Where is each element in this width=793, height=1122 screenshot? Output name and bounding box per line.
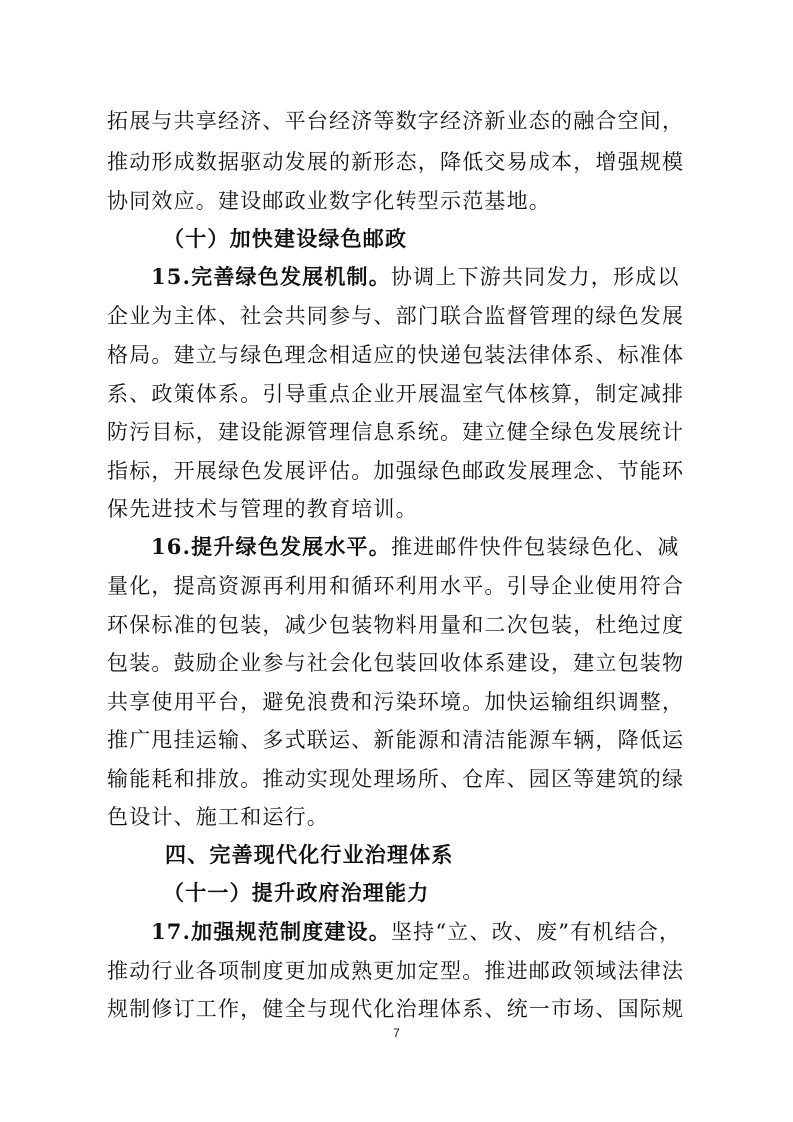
item-title: 提升绿色发展水平。 bbox=[191, 534, 391, 559]
item-text: 坚持“立、改、废”有机结合， bbox=[390, 920, 682, 944]
page-number: 7 bbox=[393, 1026, 400, 1040]
item-number: 15. bbox=[151, 264, 192, 289]
paragraph-line: 输能耗和排放。推动实现处理场所、仓库、园区等建筑的绿 bbox=[107, 767, 685, 791]
item-15-line bbox=[151, 262, 680, 292]
paragraph-line: 推动行业各项制度更加成熟更加定型。推进邮政领域法律法 bbox=[107, 959, 685, 983]
section-heading-11: （十一）提升政府治理能力 bbox=[163, 881, 430, 905]
paragraph-line: 格局。建立与绿色理念相适应的快递包装法律体系、标准体 bbox=[107, 343, 685, 367]
item-text: 推进邮件快件包装绿色化、减 bbox=[390, 535, 680, 559]
paragraph-line: 量化，提高资源再利用和循环利用水平。引导企业使用符合 bbox=[107, 574, 685, 598]
section-heading-10: （十）加快建设绿色邮政 bbox=[163, 227, 408, 251]
item-text: 协调上下游共同发力，形成以 bbox=[390, 265, 680, 289]
item-number: 16. bbox=[151, 534, 192, 559]
paragraph-line: 系、政策体系。引导重点企业开展温室气体核算，制定减排 bbox=[107, 382, 685, 406]
paragraph-line: 推动形成数据驱动发展的新形态，降低交易成本，增强规模 bbox=[107, 150, 685, 174]
chapter-heading-4: 四、完善现代化行业治理体系 bbox=[165, 843, 454, 867]
paragraph-line: 协同效应。建设邮政业数字化转型示范基地。 bbox=[107, 189, 551, 213]
paragraph-line: 包装。鼓励企业参与社会化包装回收体系建设，建立包装物 bbox=[107, 651, 685, 675]
paragraph-line: 企业为主体、社会共同参与、部门联合监督管理的绿色发展 bbox=[107, 304, 685, 328]
item-title: 加强规范制度建设。 bbox=[191, 919, 391, 944]
paragraph-line: 推广甩挂运输、多式联运、新能源和清洁能源车辆，降低运 bbox=[107, 728, 685, 752]
paragraph-line: 规制修订工作，健全与现代化治理体系、统一市场、国际规 bbox=[107, 997, 685, 1021]
paragraph-line: 拓展与共享经济、平台经济等数字经济新业态的融合空间， bbox=[107, 109, 685, 133]
paragraph-line: 指标，开展绿色发展评估。加强绿色邮政发展理念、节能环 bbox=[107, 459, 685, 483]
item-title: 完善绿色发展机制。 bbox=[191, 264, 391, 289]
paragraph-line: 防污目标，建设能源管理信息系统。建立健全绿色发展统计 bbox=[107, 420, 685, 444]
paragraph-line: 共享使用平台，避免浪费和污染环境。加快运输组织调整， bbox=[107, 690, 685, 714]
paragraph-line: 环保标准的包装，减少包装物料用量和二次包装，杜绝过度 bbox=[107, 613, 685, 637]
paragraph-line: 色设计、施工和运行。 bbox=[107, 805, 329, 829]
paragraph-line: 保先进技术与管理的教育培训。 bbox=[107, 497, 418, 521]
item-17-line bbox=[151, 917, 681, 947]
item-number: 17. bbox=[151, 919, 192, 944]
item-16-line bbox=[151, 532, 680, 562]
